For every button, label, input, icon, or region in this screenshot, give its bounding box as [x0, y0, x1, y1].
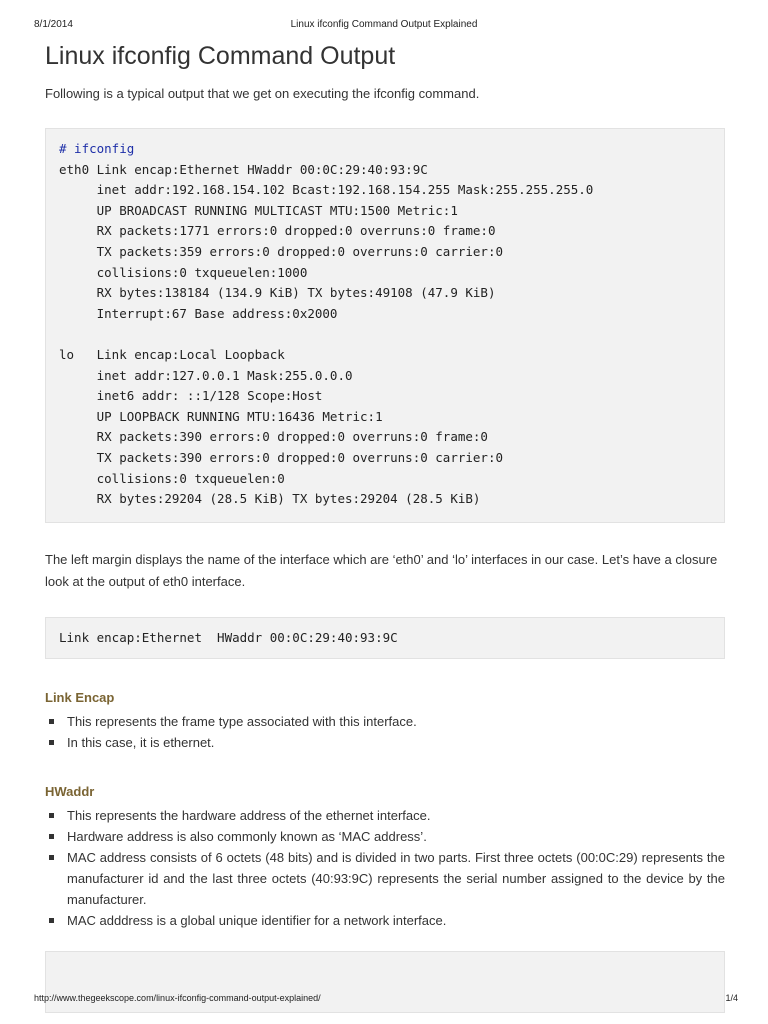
square-bullet-icon	[49, 918, 54, 923]
code-line: TX packets:359 errors:0 dropped:0 overruns:0 carrier:0	[59, 243, 504, 259]
list-item-text: MAC address consists of 6 octets (48 bits) and is divided in two parts. First three octets (00:0C:29) represents the manufacturer id and the last three octets (40:93:9C) represents the serial number assigned to the device by the manufacturer.	[67, 850, 725, 908]
page-title: Linux ifconfig Command Output	[45, 42, 396, 70]
code-line: UP LOOPBACK RUNNING MTU:16436 Metric:1	[59, 408, 383, 424]
square-bullet-icon	[49, 740, 54, 745]
code-line: inet addr:127.0.0.1 Mask:255.0.0.0	[59, 367, 353, 383]
code-line: inet6 addr: ::1/128 Scope:Host	[59, 388, 323, 404]
code-line: Link encap:Ethernet HWaddr 00:0C:29:40:93:9C	[59, 629, 398, 645]
next-code-block	[45, 951, 725, 1013]
print-header	[0, 19, 768, 33]
list-item	[45, 826, 725, 847]
list-item	[45, 847, 725, 910]
code-line: lo Link encap:Local Loopback	[59, 346, 285, 362]
list-item-text: MAC adddress is a global unique identifier for a network interface.	[67, 913, 447, 929]
code-line: eth0 Link encap:Ethernet HWaddr 00:0C:29:40:93:9C	[59, 161, 428, 177]
article-content	[45, 40, 725, 1013]
ifconfig-output-code-block	[45, 128, 725, 523]
list-item-text: Hardware address is also commonly known as ‘MAC address’.	[67, 829, 427, 845]
intro-paragraph: Following is a typical output that we get on executing the ifconfig command.	[45, 86, 480, 101]
list-item	[45, 805, 725, 826]
code-line: RX bytes:29204 (28.5 KiB) TX bytes:29204 (28.5 KiB)	[59, 491, 481, 507]
square-bullet-icon	[49, 719, 54, 724]
code-line: RX bytes:138184 (134.9 KiB) TX bytes:49108 (47.9 KiB)	[59, 285, 496, 301]
print-document-title: Linux ifconfig Command Output Explained	[290, 19, 478, 30]
section-heading-hwaddr: HWaddr	[45, 784, 95, 800]
code-line: collisions:0 txqueuelen:0	[59, 470, 285, 486]
code-line: inet addr:192.168.154.102 Bcast:192.168.154.255 Mask:255.255.255.0	[59, 182, 594, 198]
code-line: RX packets:390 errors:0 dropped:0 overruns:0 frame:0	[59, 429, 488, 445]
code-line	[59, 324, 711, 345]
code-line: Interrupt:67 Base address:0x2000	[59, 305, 338, 321]
print-date: 8/1/2014	[34, 19, 73, 30]
square-bullet-icon	[49, 834, 54, 839]
code-line: RX packets:1771 errors:0 dropped:0 overruns:0 frame:0	[59, 223, 496, 239]
link-encap-list	[45, 711, 725, 753]
code-line: UP BROADCAST RUNNING MULTICAST MTU:1500 Metric:1	[59, 202, 458, 218]
code-line: # ifconfig	[59, 141, 135, 156]
code-line: TX packets:390 errors:0 dropped:0 overruns:0 carrier:0	[59, 449, 504, 465]
list-item-text: In this case, it is ethernet.	[67, 735, 215, 751]
interface-explanation-paragraph: The left margin displays the name of the interface which are ‘eth0’ and ‘lo’ interfaces in our case. Let’s have a closure look at the output of eth0 interface.	[45, 551, 718, 589]
list-item	[45, 910, 725, 931]
code-line: collisions:0 txqueuelen:1000	[59, 264, 308, 280]
list-item-text: This represents the hardware address of the ethernet interface.	[67, 808, 431, 824]
square-bullet-icon	[49, 855, 54, 860]
list-item	[45, 732, 725, 753]
list-item-text: This represents the frame type associated with this interface.	[67, 714, 417, 730]
section-heading-link-encap: Link Encap	[45, 690, 115, 706]
page-url: http://www.thegeekscope.com/linux-ifconfig-command-output-explained/	[34, 993, 321, 1003]
list-item	[45, 711, 725, 732]
page-number: 1/4	[725, 993, 738, 1003]
hwaddr-list	[45, 805, 725, 931]
square-bullet-icon	[49, 813, 54, 818]
eth0-link-code-block	[45, 617, 725, 660]
